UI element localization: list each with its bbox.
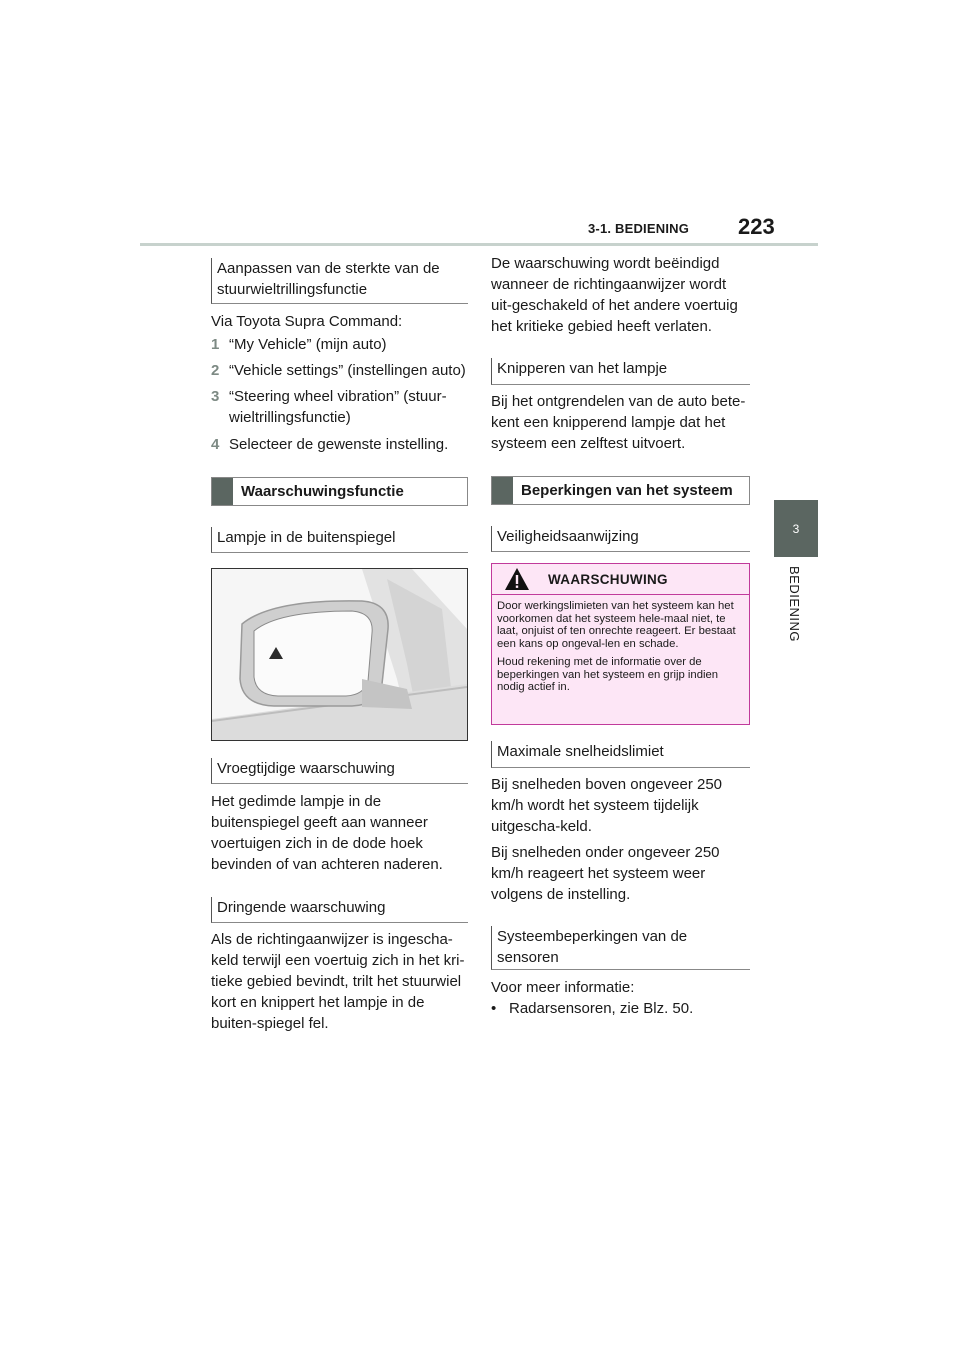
bullet-text: Radarsensoren, zie Blz. 50. xyxy=(509,1000,694,1017)
paragraph-warning-end: De waarschuwing wordt beëindigd wanneer de richtingaanwijzer wordt uit-geschakeld of het andere voertuig het kritieke gebied heeft verlaten. xyxy=(491,255,738,335)
step-text: “Steering wheel vibration” (stuur-wieltrillingsfunctie) xyxy=(229,388,447,426)
paragraph-blink: Bij het ontgrendelen van de auto bete-kent een knipperend lampje dat het systeem een zelftest uitvoert. xyxy=(491,393,746,452)
box-title: Beperkingen van het systeem xyxy=(521,482,733,499)
paragraph-urgent-warning: Als de richtingaanwijzer is ingescha-keld terwijl een voertuig zich in het kri-tieke gebied bevindt, trilt het stuurwiel kort en knippert het lampje in de buiten-spiegel fel. xyxy=(211,931,465,1032)
paragraph-speed-above: Bij snelheden boven ongeveer 250 km/h wordt het systeem tijdelijk uitgescha-keld. xyxy=(491,776,723,835)
step-2 xyxy=(211,360,468,381)
box-marker xyxy=(212,478,233,505)
chapter-label xyxy=(786,566,806,656)
heading-early-warning: Vroegtijdige waarschuwing xyxy=(211,758,468,784)
step-text: Selecteer de gewenste instelling. xyxy=(229,436,449,453)
step-number: 4 xyxy=(211,436,220,453)
chapter-label-text: BEDIENING xyxy=(787,566,802,643)
section-title: 3-1. BEDIENING xyxy=(588,221,690,236)
mirror-illustration xyxy=(211,568,468,741)
paragraph-early-warning: Het gedimde lampje in de buitenspiegel geeft aan wanneer voertuigen zich in de dode hoek bevinden of van achteren naderen. xyxy=(211,793,443,873)
box-system-limits xyxy=(491,476,750,505)
step-text: “Vehicle settings” (instellingen auto) xyxy=(229,362,466,379)
heading-strength: Aanpassen van de sterkte van de stuurwieltrillingsfunctie xyxy=(211,258,468,304)
step-4 xyxy=(211,434,468,455)
warning-icon xyxy=(504,567,530,591)
warning-box xyxy=(491,563,750,725)
step-number: 2 xyxy=(211,362,220,379)
paragraph-more-info: Voor meer informatie: xyxy=(491,979,635,996)
chapter-tab xyxy=(774,500,818,557)
step-3 xyxy=(211,386,451,428)
bullet-item xyxy=(491,998,750,1019)
paragraph-speed-below: Bij snelheden onder ongeveer 250 km/h reageert het systeem weer volgens de instelling. xyxy=(491,844,720,903)
step-text: “My Vehicle” (mijn auto) xyxy=(229,336,387,353)
heading-urgent-warning: Dringende waarschuwing xyxy=(211,897,468,923)
heading-speed-limit: Maximale snelheidslimiet xyxy=(491,741,750,768)
step-number: 3 xyxy=(211,388,220,405)
heading-blink: Knipperen van het lampje xyxy=(491,358,750,385)
warning-paragraph-2: Houd rekening met de informatie over de beperkingen van het systeem en grijp indien nodig actief in. xyxy=(497,656,719,693)
intro-text: Via Toyota Supra Command: xyxy=(211,313,403,330)
step-1 xyxy=(211,334,468,355)
header-rule xyxy=(140,243,818,246)
warning-title: WAARSCHUWING xyxy=(548,571,668,587)
box-marker xyxy=(492,477,513,504)
box-title: Waarschuwingsfunctie xyxy=(241,483,404,500)
heading-mirror-lamp: Lampje in de buitenspiegel xyxy=(211,527,468,553)
heading-safety: Veiligheidsaanwijzing xyxy=(491,526,750,552)
heading-sensor-limits: Systeembeperkingen van de sensoren xyxy=(491,926,750,970)
page-number: 223 xyxy=(738,214,775,239)
box-warning-function xyxy=(211,477,468,506)
step-number: 1 xyxy=(211,336,220,353)
warning-header xyxy=(492,564,749,595)
warning-paragraph-1: Door werkingslimieten van het systeem kan het voorkomen dat het systeem hele-maal niet, te laat, onjuist of ten onrechte reageert. Er bestaat een kans op ongeval-len en schade. xyxy=(497,600,736,650)
chapter-number: 3 xyxy=(792,521,800,536)
bullet-dot: • xyxy=(491,1000,497,1017)
